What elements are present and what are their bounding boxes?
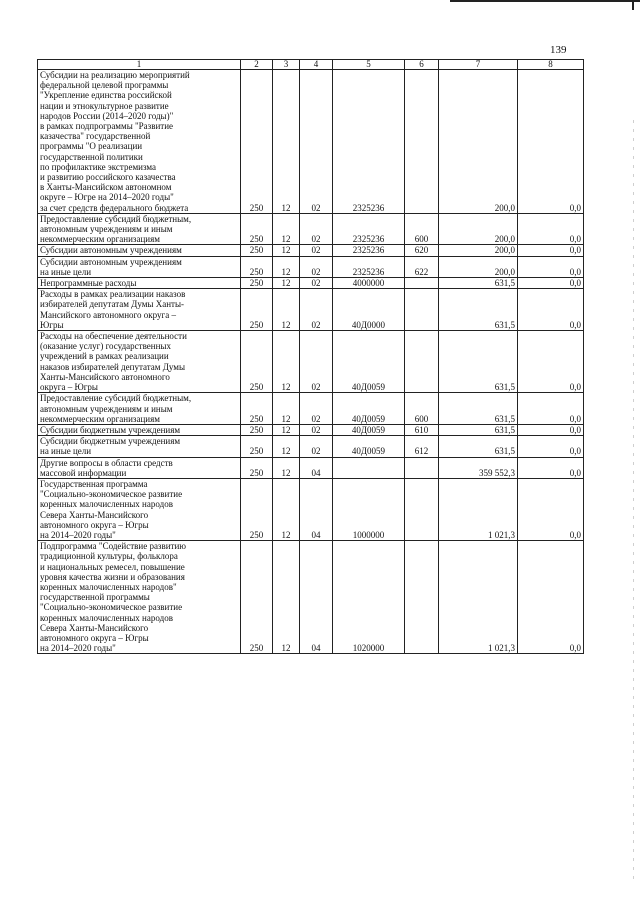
row-description	[38, 424, 241, 435]
row-description	[38, 541, 241, 654]
description-line: по профилактике экстремизма	[40, 161, 157, 172]
cell-col-7: 200,0	[439, 256, 518, 277]
cell-col-6	[405, 70, 439, 214]
table-row	[38, 331, 584, 393]
cell-col-6: 622	[405, 256, 439, 277]
cell-col-8: 0,0	[518, 213, 584, 245]
table-row	[38, 256, 584, 277]
cell-col-8: 0,0	[518, 393, 584, 425]
cell-col-7: 631,5	[439, 278, 518, 289]
cell-col-5: 4000000	[333, 278, 405, 289]
description-line: Подпрограмма "Содействие развитию	[40, 541, 187, 552]
cell-col-4: 02	[300, 331, 333, 393]
cell-col-6: 612	[405, 436, 439, 457]
cell-col-5: 40Д0059	[333, 331, 405, 393]
description-line: Другие вопросы в области средств	[40, 457, 173, 468]
description-line: избирателей депутатам Думы Ханты-	[40, 299, 184, 310]
table-row	[38, 424, 584, 435]
description-line: Севера Ханты-Мансийского	[40, 509, 149, 520]
column-header: 3	[273, 60, 300, 70]
cell-col-4: 02	[300, 424, 333, 435]
cell-col-5: 40Д0059	[333, 424, 405, 435]
description-line: народов России (2014–2020 годы)"	[40, 110, 174, 121]
row-description	[38, 245, 241, 256]
description-line: коренных малочисленных народов	[40, 499, 173, 510]
description-line: учреждений в рамках реализации	[40, 351, 169, 362]
cell-col-3: 12	[273, 256, 300, 277]
table-row	[38, 213, 584, 245]
cell-col-2: 250	[241, 436, 273, 457]
table-row	[38, 436, 584, 457]
cell-col-5: 40Д0059	[333, 436, 405, 457]
cell-col-4: 04	[300, 478, 333, 540]
description-line: Югры	[40, 319, 64, 330]
scan-edge-noise	[633, 120, 634, 880]
description-line: в Ханты-Мансийском автономном	[40, 182, 172, 193]
cell-col-2: 250	[241, 70, 273, 214]
description-line: некоммерческим организациям	[40, 413, 160, 424]
description-line: Субсидии бюджетным учреждениям	[40, 424, 181, 435]
description-line: традиционной культуры, фольклора	[40, 551, 178, 562]
cell-col-2: 250	[241, 289, 273, 331]
description-line: автономным учреждениям и иным	[40, 403, 173, 414]
description-line: Севера Ханты-Мансийского	[40, 622, 149, 633]
cell-col-6: 610	[405, 424, 439, 435]
description-line: коренных малочисленных народов	[40, 612, 173, 623]
cell-col-3: 12	[273, 478, 300, 540]
column-header: 4	[300, 60, 333, 70]
description-line: государственной политики	[40, 151, 143, 162]
cell-col-3: 12	[273, 424, 300, 435]
cell-col-7: 359 552,3	[439, 457, 518, 478]
row-description	[38, 256, 241, 277]
cell-col-5: 2325236	[333, 245, 405, 256]
description-line: Непрограммные расходы	[40, 278, 137, 289]
description-line: Субсидии на реализацию мероприятий	[40, 70, 190, 80]
cell-col-8: 0,0	[518, 331, 584, 393]
description-line: Предоставление субсидий бюджетным,	[40, 393, 192, 404]
cell-col-6: 600	[405, 393, 439, 425]
cell-col-2: 250	[241, 245, 273, 256]
description-line: на 2014–2020 годы"	[40, 643, 116, 654]
cell-col-4: 02	[300, 289, 333, 331]
cell-col-4: 02	[300, 256, 333, 277]
description-line: в рамках подпрограммы "Развитие	[40, 121, 174, 132]
description-line: наказов избирателей депутатам Думы	[40, 361, 185, 372]
description-line: некоммерческим организациям	[40, 234, 160, 245]
cell-col-8: 0,0	[518, 478, 584, 540]
cell-col-6	[405, 278, 439, 289]
description-line: государственной программы	[40, 592, 150, 603]
description-line: и национальных ремесел, повышение	[40, 561, 185, 572]
column-header: 8	[518, 60, 584, 70]
table-row	[38, 70, 584, 214]
cell-col-4: 02	[300, 436, 333, 457]
cell-col-5: 40Д0059	[333, 393, 405, 425]
description-line: Субсидии бюджетным учреждениям	[40, 436, 181, 447]
cell-col-2: 250	[241, 393, 273, 425]
cell-col-5: 1020000	[333, 541, 405, 654]
cell-col-5	[333, 457, 405, 478]
description-line: округе – Югре на 2014–2020 годы"	[40, 192, 174, 203]
row-description	[38, 436, 241, 457]
description-line: Субсидии автономным учреждениям	[40, 245, 182, 256]
cell-col-4: 04	[300, 457, 333, 478]
description-line: "Социально-экономическое развитие	[40, 489, 183, 500]
table-row	[38, 478, 584, 540]
cell-col-7: 631,5	[439, 436, 518, 457]
cell-col-2: 250	[241, 256, 273, 277]
cell-col-5: 2325236	[333, 256, 405, 277]
cell-col-7: 631,5	[439, 393, 518, 425]
column-header: 5	[333, 60, 405, 70]
description-line: Предоставление субсидий бюджетным,	[40, 213, 192, 224]
cell-col-3: 12	[273, 331, 300, 393]
description-line: автономного округа – Югры	[40, 519, 149, 530]
cell-col-3: 12	[273, 245, 300, 256]
description-line: "Социально-экономическое развитие	[40, 602, 183, 613]
cell-col-8: 0,0	[518, 70, 584, 214]
table-row	[38, 289, 584, 331]
row-description	[38, 393, 241, 425]
cell-col-7: 631,5	[439, 331, 518, 393]
cell-col-3: 12	[273, 436, 300, 457]
cell-col-2: 250	[241, 457, 273, 478]
table-row	[38, 393, 584, 425]
cell-col-7: 200,0	[439, 213, 518, 245]
cell-col-3: 12	[273, 541, 300, 654]
cell-col-5: 2325236	[333, 213, 405, 245]
row-description	[38, 457, 241, 478]
cell-col-4: 02	[300, 213, 333, 245]
description-line: казачества" государственной	[40, 131, 151, 142]
header-row	[38, 60, 584, 70]
description-line: Государственная программа	[40, 478, 148, 489]
cell-col-4: 04	[300, 541, 333, 654]
cell-col-4: 02	[300, 278, 333, 289]
page-number: 139	[550, 44, 567, 56]
cell-col-6	[405, 289, 439, 331]
cell-col-3: 12	[273, 393, 300, 425]
description-line: за счет средств федерального бюджета	[40, 202, 189, 213]
cell-col-3: 12	[273, 278, 300, 289]
description-line: (оказание услуг) государственных	[40, 341, 171, 352]
budget-table	[37, 59, 584, 654]
cell-col-8: 0,0	[518, 457, 584, 478]
cell-col-3: 12	[273, 289, 300, 331]
scan-corner-mark	[450, 0, 640, 10]
table-row	[38, 245, 584, 256]
description-line: федеральной целевой программы	[40, 80, 169, 91]
row-description	[38, 331, 241, 393]
description-line: автономного округа – Югры	[40, 632, 149, 643]
cell-col-2: 250	[241, 478, 273, 540]
cell-col-8: 0,0	[518, 424, 584, 435]
cell-col-2: 250	[241, 331, 273, 393]
description-line: Субсидии автономным учреждениям	[40, 256, 182, 267]
description-line: программы "О реализации	[40, 141, 143, 152]
cell-col-7: 200,0	[439, 70, 518, 214]
cell-col-5: 1000000	[333, 478, 405, 540]
description-line: Ханты-Мансийского автономного	[40, 371, 170, 382]
cell-col-3: 12	[273, 70, 300, 214]
cell-col-2: 250	[241, 278, 273, 289]
description-line: массовой информации	[40, 467, 127, 478]
cell-col-8: 0,0	[518, 245, 584, 256]
description-line: на иные цели	[40, 446, 92, 457]
cell-col-2: 250	[241, 424, 273, 435]
row-description	[38, 70, 241, 214]
description-line: округа – Югры	[40, 382, 98, 393]
cell-col-4: 02	[300, 70, 333, 214]
description-line: коренных малочисленных народов"	[40, 581, 177, 592]
column-header: 7	[439, 60, 518, 70]
row-description	[38, 213, 241, 245]
description-line: на иные цели	[40, 266, 92, 277]
cell-col-6	[405, 331, 439, 393]
cell-col-8: 0,0	[518, 278, 584, 289]
row-description	[38, 478, 241, 540]
description-line: "Укрепление единства российской	[40, 90, 172, 101]
cell-col-7: 1 021,3	[439, 478, 518, 540]
description-line: Расходы в рамках реализации наказов	[40, 289, 186, 300]
cell-col-7: 1 021,3	[439, 541, 518, 654]
cell-col-6	[405, 541, 439, 654]
cell-col-7: 631,5	[439, 424, 518, 435]
row-description	[38, 289, 241, 331]
description-line: на 2014–2020 годы"	[40, 529, 116, 540]
cell-col-8: 0,0	[518, 436, 584, 457]
table-row	[38, 278, 584, 289]
cell-col-8: 0,0	[518, 256, 584, 277]
cell-col-6: 600	[405, 213, 439, 245]
table-row	[38, 457, 584, 478]
description-line: и развитию российского казачества	[40, 172, 176, 183]
description-line: Расходы на обеспечение деятельности	[40, 331, 187, 342]
cell-col-4: 02	[300, 393, 333, 425]
cell-col-8: 0,0	[518, 289, 584, 331]
cell-col-2: 250	[241, 541, 273, 654]
cell-col-7: 200,0	[439, 245, 518, 256]
cell-col-3: 12	[273, 213, 300, 245]
table-row	[38, 541, 584, 654]
cell-col-6	[405, 478, 439, 540]
cell-col-7: 631,5	[439, 289, 518, 331]
cell-col-3: 12	[273, 457, 300, 478]
description-line: автономным учреждениям и иным	[40, 224, 173, 235]
description-line: уровня качества жизни и образования	[40, 571, 185, 582]
cell-col-6: 620	[405, 245, 439, 256]
cell-col-8: 0,0	[518, 541, 584, 654]
cell-col-5: 40Д0000	[333, 289, 405, 331]
row-description	[38, 278, 241, 289]
description-line: нации и этнокультурное развитие	[40, 100, 169, 111]
column-header: 2	[241, 60, 273, 70]
cell-col-4: 02	[300, 245, 333, 256]
cell-col-6	[405, 457, 439, 478]
description-line: Мансийского автономного округа –	[40, 309, 176, 320]
column-header: 6	[405, 60, 439, 70]
cell-col-2: 250	[241, 213, 273, 245]
column-header: 1	[38, 60, 241, 70]
cell-col-5: 2325236	[333, 70, 405, 214]
